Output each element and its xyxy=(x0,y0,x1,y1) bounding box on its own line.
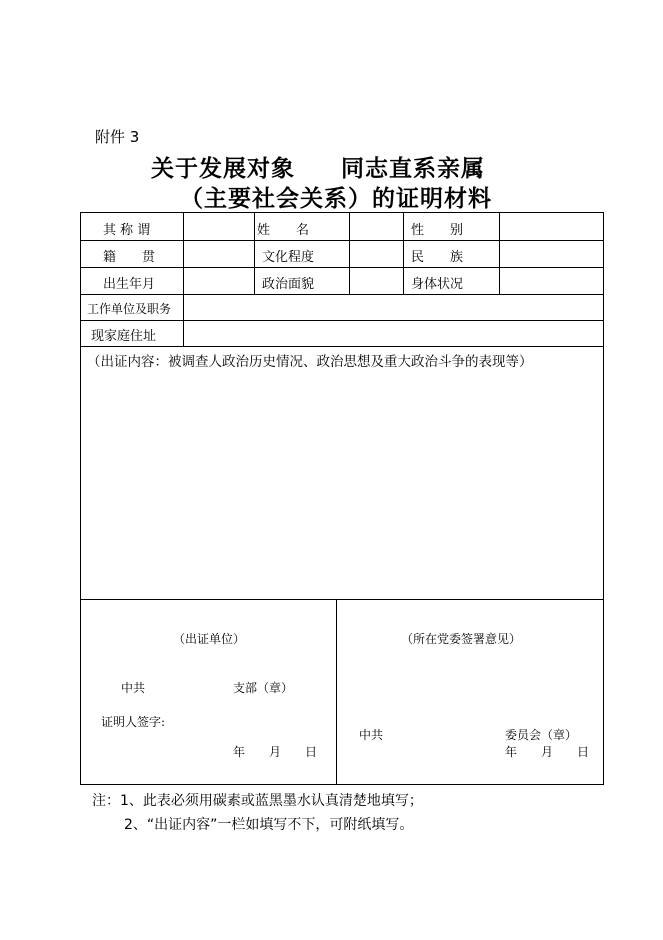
label-birth-date: 出生年月 xyxy=(103,277,156,292)
label-home-address: 现家庭住址 xyxy=(91,329,157,344)
label-ethnicity: 民 族 xyxy=(411,250,464,265)
col-divider xyxy=(349,213,350,294)
title-part1: 关于发展对象 xyxy=(151,155,295,182)
label-relation: 其 称 谓 xyxy=(103,223,151,238)
issuing-unit-title: （出证单位） xyxy=(173,632,246,646)
party-committee-title: （所在党委签署意见） xyxy=(401,632,522,646)
certificate-form xyxy=(80,212,604,785)
col-divider xyxy=(254,213,255,294)
left-date: 年 月 日 xyxy=(233,745,318,759)
label-political-status: 政治面貌 xyxy=(262,277,315,292)
attachment-label: 附件 3 xyxy=(95,128,140,146)
row-divider xyxy=(81,346,603,347)
certifier-signature-label: 证明人签字: xyxy=(101,715,166,729)
right-date: 年 月 日 xyxy=(505,745,590,759)
label-work-unit: 工作单位及职务 xyxy=(87,302,172,316)
col-divider xyxy=(403,213,404,294)
title-part2: 同志直系亲属 xyxy=(341,155,485,182)
label-education: 文化程度 xyxy=(262,250,315,265)
branch-seal-label: 支部（章） xyxy=(233,681,294,695)
note-line-2: 2、“出证内容”一栏如填写不下，可附纸填写。 xyxy=(124,817,414,833)
left-party-label: 中共 xyxy=(121,681,146,695)
note-line-1: 注：1、此表必须用碳素或蓝黑墨水认真清楚地填写； xyxy=(92,793,423,809)
row-divider xyxy=(81,267,603,268)
row-divider xyxy=(81,320,603,321)
signature-divider xyxy=(336,599,337,785)
row-divider xyxy=(81,240,603,241)
label-name: 姓 名 xyxy=(257,223,310,238)
content-bottom-divider xyxy=(81,599,603,600)
document-title-line2: （主要社会关系）的证明材料 xyxy=(180,185,492,212)
document-title-line1 xyxy=(151,150,485,183)
row-divider xyxy=(81,294,603,295)
col-divider xyxy=(183,213,184,346)
label-gender: 性 别 xyxy=(411,223,464,238)
right-party-label: 中共 xyxy=(359,728,384,742)
label-health: 身体状况 xyxy=(411,277,464,292)
label-native-place: 籍 贯 xyxy=(103,250,156,265)
col-divider xyxy=(499,213,500,294)
content-instruction: （出证内容：被调查人政治历史情况、政治思想及重大政治斗争的表现等） xyxy=(87,354,533,370)
committee-seal-label: 委员会（章） xyxy=(505,728,578,742)
